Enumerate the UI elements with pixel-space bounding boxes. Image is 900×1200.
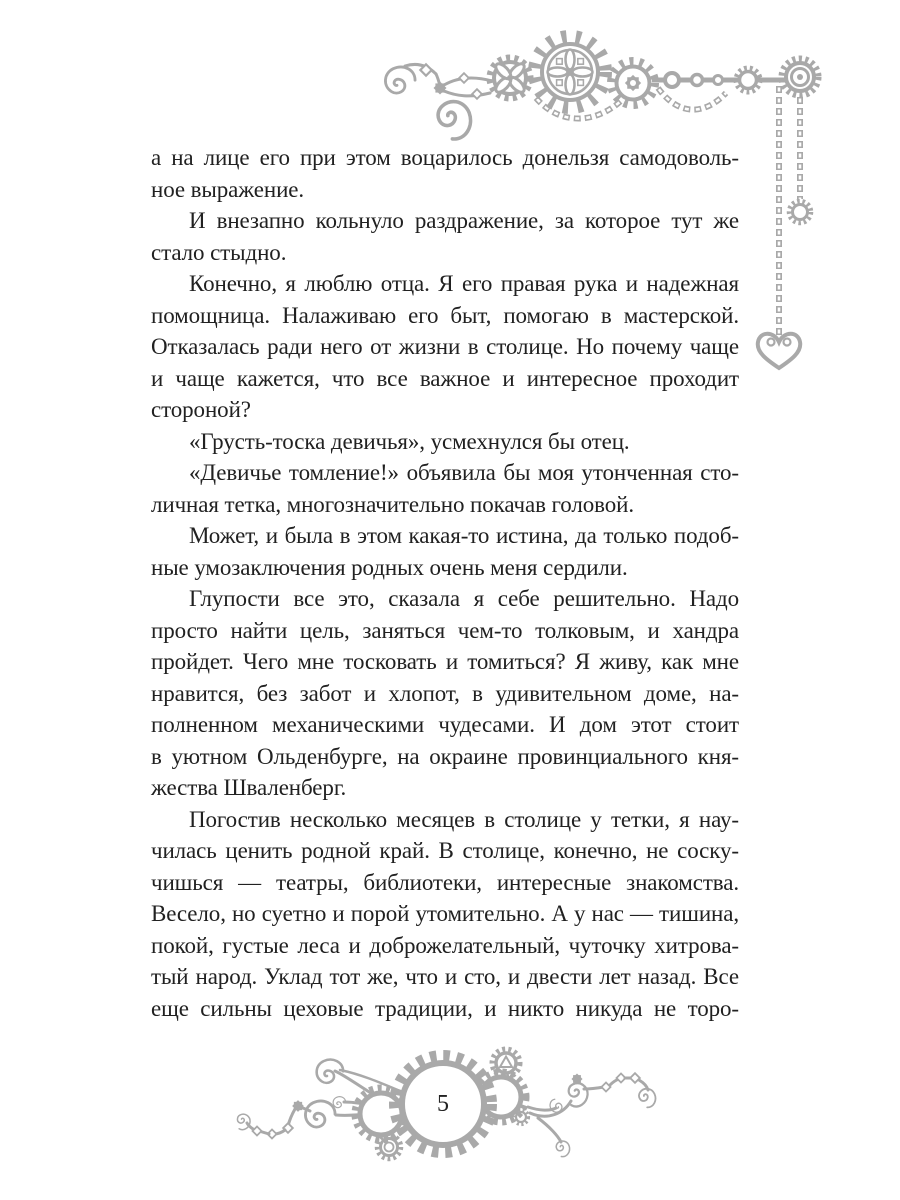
gear-icon	[736, 68, 760, 92]
text-line: помощница. Налаживаю его быт, помогаю в мастерской.	[151, 302, 739, 328]
page-number: 5	[437, 1091, 449, 1117]
text-line: стало стыдно.	[151, 239, 287, 265]
text-line: личная тетка, многозначительно покачав головой.	[151, 491, 635, 517]
text-line: и чаще кажется, что все важное и интересное проходит	[151, 365, 739, 391]
text-line: а на лице его при этом воцарилось донельзя самодоволь-	[151, 145, 739, 170]
page-text	[151, 142, 739, 1024]
gear-icon	[490, 58, 530, 98]
text-line: покой, густые леса и доброжелательный, чуточку хитрова-	[151, 932, 739, 958]
text-line: просто найти цель, заняться чем-то толковым, и хандра	[151, 617, 739, 643]
text-line: еще сильны цеховые традиции, и никто никуда не торо-	[151, 995, 739, 1021]
gear-icon	[535, 37, 605, 107]
text-line: Глупости все это, сказала я себе решительно. Надо	[189, 586, 739, 611]
gear-icon	[611, 61, 655, 105]
text-line: Конечно, я люблю отца. Я его правая рука и надежная	[189, 271, 739, 296]
text-line: полненном механическими чудесами. И дом этот стоит	[151, 712, 739, 737]
text-line: «Девичье томление!» объявила бы моя утонченная сто-	[189, 460, 739, 485]
text-line: «Грусть-тоска девичья», усмехнулся бы отец.	[189, 428, 630, 454]
flourish-icon	[385, 64, 492, 140]
text-line: стороной?	[151, 397, 251, 422]
text-line: чишься — театры, библиотеки, интересные знакомства.	[151, 869, 739, 895]
text-line: нравится, без забот и хлопот, в удивительном доме, на-	[151, 680, 739, 706]
heart-icon	[758, 334, 800, 368]
text-line: ные умозаключения родных очень меня сердили.	[151, 554, 628, 580]
text-line: Отказалась ради него от жизни в столице. Но почему чаще	[151, 334, 739, 359]
text-line: пройдет. Чего мне тосковать и томиться? Я живу, как мне	[151, 649, 739, 674]
gear-icon	[789, 201, 811, 223]
text-line: тый народ. Уклад тот же, что и сто, и двести лет назад. Все	[151, 964, 739, 989]
flourish-icon	[528, 1073, 655, 1158]
text-line: Может, и была в этом какая-то истина, да только подоб-	[189, 523, 739, 548]
text-line: ное выражение.	[151, 176, 305, 202]
text-line: Погостив несколько месяцев в столице у тетки, я нау-	[189, 806, 739, 832]
text-line: И внезапно кольнуло раздражение, за которое тут же	[189, 208, 739, 233]
text-line: Весело, но суетно и порой утомительно. А у нас — тишина,	[151, 901, 739, 926]
text-line: жества Шваленберг.	[151, 775, 347, 800]
text-line: чилась ценить родной край. В столице, конечно, не соску-	[151, 838, 739, 863]
bar-links-icon	[652, 73, 788, 87]
gear-icon	[377, 1135, 401, 1159]
gear-icon	[782, 59, 819, 96]
text-line: в уютном Ольденбурге, на окраине провинциального кня-	[151, 743, 739, 769]
